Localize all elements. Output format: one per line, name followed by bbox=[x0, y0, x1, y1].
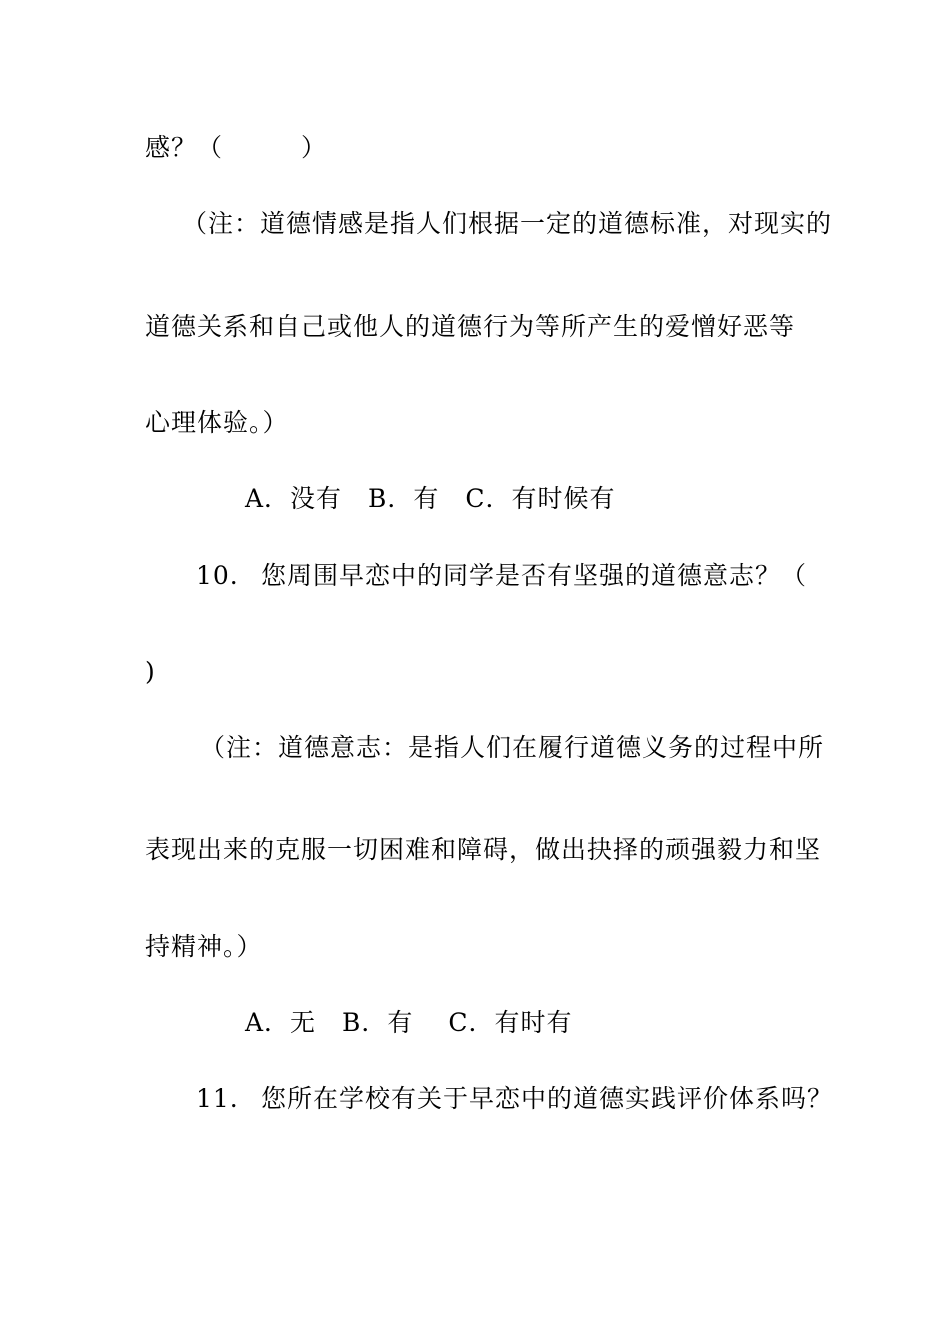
q11-question bbox=[196, 1084, 833, 1114]
q9-note-line-2: 道德关系和自己或他人的道德行为等所产生的爱憎好恶等 bbox=[145, 312, 796, 341]
q10-question-tail: ) bbox=[145, 657, 156, 686]
q10-note-line-2: 表现出来的克服一切困难和障碍，做出抉择的顽强毅力和坚 bbox=[145, 835, 822, 864]
q9-note-line-3: 心理体验。） bbox=[145, 408, 289, 437]
q11-number: 11. bbox=[196, 1084, 239, 1113]
q9-note-line-1: （注：道德情感是指人们根据一定的道德标准，对现实的 bbox=[182, 209, 833, 238]
q10-options: A．无 B．有 C．有时有 bbox=[245, 1008, 573, 1037]
q9-options: A．没有 B．有 C．有时候有 bbox=[245, 484, 616, 513]
q11-question-text: 您所在学校有关于早恋中的道德实践评价体系吗？ bbox=[261, 1084, 834, 1113]
q10-note-line-3: 持精神。） bbox=[145, 932, 263, 961]
q10-question bbox=[196, 561, 807, 591]
q10-question-text: 您周围早恋中的同学是否有坚强的道德意志？（ bbox=[261, 561, 808, 590]
q10-number: 10. bbox=[196, 561, 239, 590]
q10-note-line-1: （注：道德意志：是指人们在履行道德义务的过程中所 bbox=[200, 733, 825, 762]
q9-question-tail: 感？（ ） bbox=[145, 133, 328, 162]
